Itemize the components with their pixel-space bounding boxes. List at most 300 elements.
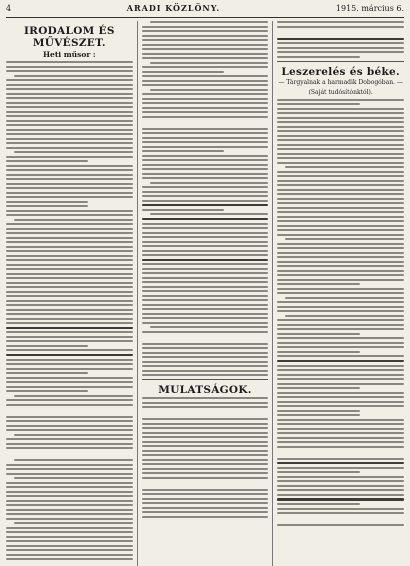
text-line — [277, 467, 404, 469]
text-line — [6, 250, 133, 252]
text-line — [6, 66, 133, 68]
text-line — [6, 156, 133, 158]
text-line — [6, 111, 133, 113]
text-line — [277, 283, 359, 285]
text-line — [142, 308, 269, 310]
text-line — [277, 383, 404, 385]
text-line — [142, 463, 269, 465]
text-line — [277, 184, 404, 186]
paragraph-gap — [142, 481, 269, 486]
text-line — [6, 491, 133, 493]
text-line — [277, 337, 404, 339]
page-number: 4 — [6, 4, 12, 13]
text-line — [6, 304, 133, 306]
article-byline: (Saját tudósítónktól). — [308, 88, 373, 96]
column-2 — [137, 21, 269, 566]
text-line — [6, 554, 133, 556]
text-line — [142, 223, 269, 225]
text-line — [277, 310, 404, 312]
text-line — [142, 227, 269, 229]
text-line — [142, 272, 269, 274]
text-line — [277, 476, 404, 478]
text-line — [277, 139, 404, 141]
text-line — [6, 273, 133, 275]
text-line — [142, 427, 269, 429]
text-line — [142, 44, 269, 46]
text-line — [142, 66, 269, 68]
text-line — [277, 265, 404, 267]
text-line — [277, 360, 404, 362]
text-line — [277, 410, 359, 412]
text-line — [142, 53, 269, 55]
text-line — [142, 468, 269, 470]
text-line — [142, 477, 269, 479]
text-line — [142, 498, 269, 500]
text-line — [277, 351, 359, 353]
text-line — [277, 56, 359, 58]
text-line — [6, 286, 133, 288]
text-line — [277, 153, 404, 155]
text-line — [142, 472, 269, 474]
text-line — [6, 192, 133, 194]
text-line — [6, 540, 133, 542]
text-line — [277, 512, 404, 514]
text-line — [277, 274, 404, 276]
text-line — [142, 370, 269, 372]
text-line — [277, 220, 404, 222]
text-line — [277, 180, 404, 182]
text-line — [277, 328, 404, 330]
text-line — [6, 500, 133, 502]
text-line — [142, 347, 269, 349]
text-line — [277, 489, 404, 491]
text-line — [277, 437, 404, 439]
text-line — [150, 21, 269, 23]
text-line — [6, 354, 133, 356]
paragraph-gap — [277, 450, 404, 455]
text-line — [277, 441, 404, 443]
text-line — [277, 428, 404, 430]
text-line — [142, 493, 269, 495]
text-line — [142, 290, 269, 292]
text-line — [142, 402, 269, 404]
text-line — [142, 259, 269, 261]
subheading-weekly-program: Heti műsor : — [42, 50, 96, 59]
text-line — [6, 201, 88, 203]
text-line — [6, 486, 133, 488]
text-line — [6, 106, 133, 108]
text-line — [142, 35, 269, 37]
text-line — [6, 241, 133, 243]
text-line — [142, 93, 269, 95]
text-line — [277, 112, 404, 114]
text-line — [277, 378, 404, 380]
text-line — [277, 130, 404, 132]
text-line — [6, 359, 133, 361]
column-3 — [272, 21, 404, 566]
text-line — [6, 368, 133, 370]
text-line — [6, 291, 133, 293]
text-line — [142, 343, 269, 345]
text-line — [6, 232, 133, 234]
text-line — [142, 137, 269, 139]
text-line — [14, 434, 133, 436]
text-line — [6, 399, 133, 401]
text-line — [277, 198, 404, 200]
text-line — [6, 129, 133, 131]
text-line — [277, 117, 404, 119]
text-line — [142, 268, 269, 270]
text-line — [142, 241, 269, 243]
text-line — [142, 281, 269, 283]
text-line — [6, 178, 133, 180]
text-line — [6, 93, 133, 95]
text-line — [277, 288, 404, 290]
paragraph-gap — [277, 30, 404, 35]
paragraph-gap — [142, 411, 269, 416]
text-line — [150, 89, 269, 91]
text-line — [6, 102, 133, 104]
text-line — [6, 300, 133, 302]
text-line — [142, 374, 269, 376]
text-line — [277, 365, 404, 367]
text-line — [277, 247, 404, 249]
paragraph-gap — [6, 452, 133, 457]
text-line — [142, 322, 269, 324]
text-line — [142, 397, 269, 399]
text-line — [142, 516, 269, 518]
text-line — [277, 243, 404, 245]
text-line — [277, 193, 404, 195]
text-line — [277, 207, 404, 209]
text-line — [142, 356, 269, 358]
article-title: Leszerelés és béke. — [281, 65, 400, 78]
text-line — [277, 175, 404, 177]
text-line — [6, 425, 133, 427]
text-line — [277, 333, 359, 335]
text-line — [277, 458, 404, 460]
text-line — [6, 527, 133, 529]
text-line — [6, 531, 133, 533]
text-line — [142, 450, 269, 452]
text-line — [6, 84, 133, 86]
text-line — [142, 141, 269, 143]
text-line — [142, 286, 269, 288]
text-line — [6, 124, 133, 126]
text-line — [277, 503, 359, 505]
text-line — [277, 47, 404, 49]
text-line — [142, 277, 269, 279]
text-line — [142, 299, 269, 301]
text-line — [277, 471, 359, 473]
text-line — [6, 420, 133, 422]
text-line — [277, 135, 404, 137]
text-line — [142, 423, 269, 425]
text-line — [142, 132, 269, 134]
text-line — [6, 277, 133, 279]
text-line — [6, 318, 133, 320]
text-line — [6, 468, 133, 470]
text-line — [14, 522, 133, 524]
text-line — [6, 88, 133, 90]
text-line — [142, 116, 269, 118]
text-line — [6, 79, 133, 81]
text-line — [6, 61, 133, 63]
text-line — [14, 75, 133, 77]
article-body — [142, 397, 269, 518]
text-line — [150, 213, 269, 215]
text-line — [6, 295, 133, 297]
text-line — [14, 477, 133, 479]
text-line — [142, 441, 269, 443]
text-line — [277, 306, 404, 308]
text-line — [277, 234, 404, 236]
text-line — [142, 352, 269, 354]
text-line — [6, 386, 133, 388]
text-line — [142, 98, 269, 100]
text-line — [6, 165, 133, 167]
text-line — [142, 168, 269, 170]
text-line — [6, 536, 133, 538]
text-line — [277, 301, 404, 303]
text-line — [142, 218, 269, 220]
text-line — [142, 489, 269, 491]
text-line — [277, 148, 404, 150]
text-line — [277, 229, 404, 231]
text-line — [142, 26, 269, 28]
text-line — [150, 326, 269, 328]
text-line — [142, 80, 269, 82]
text-line — [277, 423, 404, 425]
article-body — [142, 21, 269, 376]
section-heading-entertainment: MULATSÁGOK. — [158, 384, 252, 397]
text-line — [142, 57, 269, 59]
text-line — [285, 238, 404, 240]
text-line — [6, 558, 133, 560]
text-line — [6, 429, 133, 431]
text-line — [6, 264, 133, 266]
text-line — [277, 396, 404, 398]
text-line — [142, 454, 269, 456]
text-line — [142, 295, 269, 297]
text-line — [14, 459, 133, 461]
text-line — [6, 255, 133, 257]
text-line — [14, 151, 133, 153]
text-line — [277, 144, 404, 146]
text-line — [6, 237, 133, 239]
text-line — [6, 205, 88, 207]
text-line — [142, 191, 269, 193]
text-line — [142, 200, 269, 202]
text-line — [277, 508, 404, 510]
text-line — [277, 524, 404, 526]
text-line — [142, 150, 224, 152]
text-line — [6, 513, 133, 515]
text-line — [6, 331, 133, 333]
text-line — [277, 121, 404, 123]
text-line — [277, 369, 404, 371]
text-line — [6, 349, 133, 351]
section-heading-literature: IRODALOM ÉS MŰVÉSZET. — [23, 25, 115, 49]
text-line — [6, 313, 133, 315]
text-line — [6, 416, 133, 418]
text-line — [277, 405, 404, 407]
text-line — [150, 182, 269, 184]
text-line — [277, 485, 404, 487]
text-line — [6, 115, 133, 117]
paragraph-gap — [142, 335, 269, 340]
text-line — [277, 324, 404, 326]
text-line — [6, 504, 133, 506]
text-line — [277, 42, 404, 44]
text-line — [277, 392, 404, 394]
text-line — [277, 387, 359, 389]
article-body — [6, 61, 133, 560]
masthead — [6, 3, 404, 18]
issue-date: 1915. március 6. — [335, 4, 404, 13]
text-line — [142, 159, 269, 161]
text-line — [277, 498, 404, 500]
text-line — [6, 447, 133, 449]
text-line — [6, 363, 133, 365]
text-line — [142, 84, 269, 86]
text-line — [6, 187, 133, 189]
text-line — [6, 309, 133, 311]
text-line — [6, 377, 133, 379]
column-1 — [6, 21, 133, 566]
text-line — [277, 225, 404, 227]
text-line — [277, 446, 404, 448]
text-line — [6, 282, 133, 284]
text-line — [277, 480, 404, 482]
text-line — [142, 209, 224, 211]
article-subtitle: — Tárgyalnak a harmadik Dobogóban. — — [278, 78, 403, 86]
text-line — [6, 133, 133, 135]
text-line — [142, 511, 269, 513]
text-line — [277, 211, 404, 213]
text-line — [142, 245, 269, 247]
text-line — [277, 216, 404, 218]
text-line — [277, 401, 404, 403]
text-line — [277, 202, 404, 204]
text-line — [6, 169, 133, 171]
divider — [277, 61, 404, 62]
text-line — [6, 372, 88, 374]
text-line — [277, 99, 404, 101]
text-line — [277, 292, 404, 294]
text-line — [6, 549, 133, 551]
text-line — [6, 120, 133, 122]
text-line — [277, 256, 404, 258]
text-line — [277, 355, 404, 357]
newspaper-title: ARADI KÖZLÖNY. — [126, 3, 221, 13]
text-line — [277, 494, 404, 496]
text-line — [14, 219, 133, 221]
text-line — [277, 171, 404, 173]
text-line — [142, 418, 269, 420]
text-line — [277, 414, 359, 416]
paragraph-gap — [6, 408, 133, 413]
text-line — [6, 70, 133, 72]
divider — [142, 379, 269, 380]
text-line — [142, 436, 269, 438]
text-line — [6, 340, 133, 342]
text-line — [142, 507, 269, 509]
text-line — [142, 75, 269, 77]
text-line — [142, 263, 269, 265]
text-line — [6, 518, 133, 520]
paragraph-gap — [277, 517, 404, 522]
text-line — [142, 317, 269, 319]
text-line — [6, 545, 133, 547]
paragraph-gap — [142, 120, 269, 125]
text-line — [277, 38, 404, 40]
text-line — [277, 319, 404, 321]
text-line — [142, 71, 224, 73]
text-line — [277, 270, 404, 272]
text-line — [6, 142, 133, 144]
article-body — [277, 21, 404, 58]
text-line — [6, 196, 133, 198]
text-line — [277, 252, 404, 254]
text-line — [6, 438, 133, 440]
text-line — [277, 108, 404, 110]
text-line — [277, 432, 404, 434]
text-line — [277, 462, 404, 464]
text-line — [6, 443, 133, 445]
text-line — [285, 297, 404, 299]
text-line — [6, 160, 88, 162]
text-line — [142, 432, 269, 434]
text-line — [277, 374, 404, 376]
text-line — [6, 495, 133, 497]
text-line — [142, 250, 269, 252]
text-line — [6, 259, 133, 261]
text-line — [6, 336, 133, 338]
text-line — [142, 445, 269, 447]
text-line — [142, 111, 269, 113]
text-line — [277, 279, 404, 281]
text-line — [142, 146, 269, 148]
text-line — [142, 313, 269, 315]
text-line — [277, 261, 404, 263]
text-line — [142, 331, 269, 333]
text-line — [6, 404, 133, 406]
text-line — [6, 228, 133, 230]
text-line — [6, 214, 133, 216]
text-line — [6, 482, 133, 484]
text-line — [277, 51, 404, 53]
text-line — [142, 236, 269, 238]
text-line — [277, 189, 404, 191]
text-line — [285, 166, 404, 168]
text-line — [142, 128, 269, 130]
text-line — [150, 62, 269, 64]
text-line — [6, 464, 133, 466]
text-line — [6, 174, 133, 176]
text-line — [142, 102, 269, 104]
text-line — [277, 21, 404, 23]
text-line — [6, 97, 133, 99]
text-line — [142, 107, 269, 109]
text-line — [277, 157, 404, 159]
text-line — [142, 204, 269, 206]
text-line — [6, 327, 133, 329]
text-line — [6, 210, 133, 212]
text-line — [277, 162, 404, 164]
text-line — [6, 509, 133, 511]
text-line — [277, 419, 404, 421]
